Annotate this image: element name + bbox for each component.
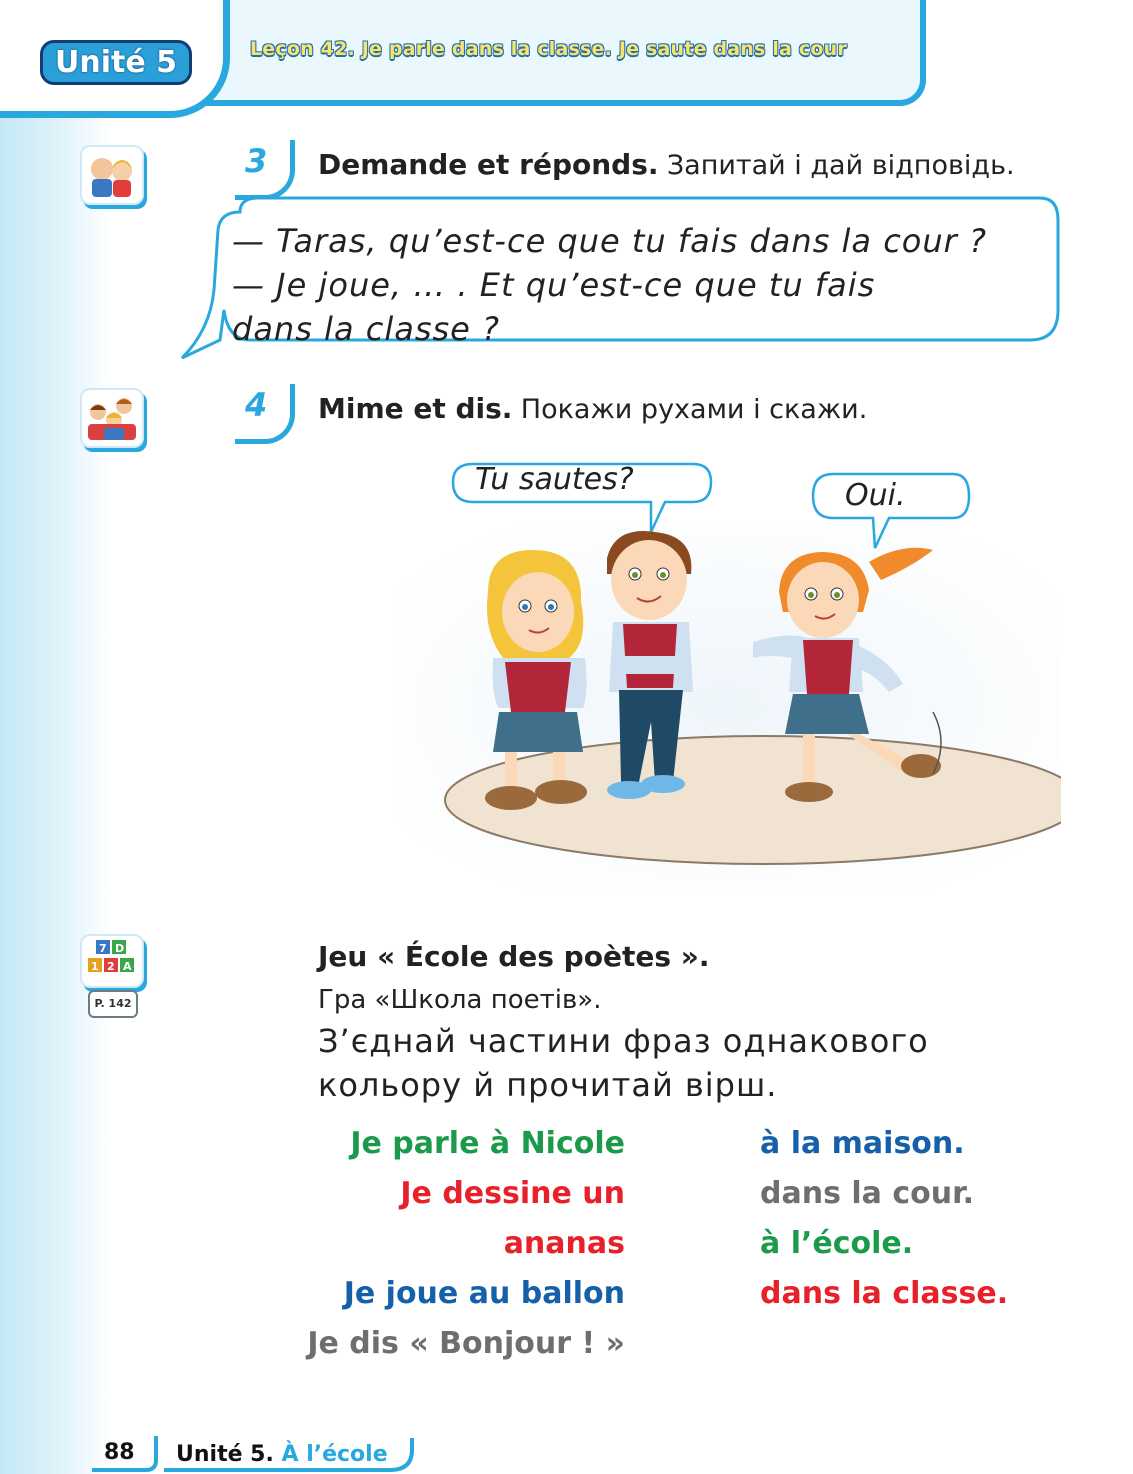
phrase-left: ananas	[503, 1226, 625, 1261]
phrase-left: Je parle à Nicole	[350, 1126, 625, 1161]
unit-label: Unité 5	[40, 40, 192, 85]
children-illustration	[393, 462, 1061, 890]
footer-unit-label: Unité 5.	[176, 1442, 274, 1467]
exercise-title	[318, 148, 1015, 182]
svg-text:D: D	[115, 942, 125, 955]
speech-bubble-answer: Oui.	[845, 478, 906, 513]
svg-text:1: 1	[91, 960, 99, 973]
page-number: 88	[104, 1440, 135, 1465]
exercise-title-fr: Demande et réponds.	[318, 148, 659, 181]
exercise-title-ua: Покажи рухами і скажи.	[520, 394, 868, 425]
dialogue-line: — Taras, qu’est-ce que tu fais dans la cour ?	[232, 222, 987, 260]
group-work-icon	[80, 388, 144, 448]
phrase-right: dans la cour.	[760, 1176, 975, 1211]
phrase-right: à la maison.	[760, 1126, 965, 1161]
exercise-number: 4	[245, 386, 268, 424]
speech-bubble-question: Tu sautes?	[475, 462, 634, 497]
page-reference: P. 142	[88, 990, 138, 1018]
exercise-number-badge	[235, 384, 295, 444]
phrase-left: Je dessine un	[400, 1176, 625, 1211]
left-page-strip	[0, 0, 110, 1474]
game-title: Jeu « École des poètes ».	[318, 940, 710, 973]
dialogue-line: dans la classe ?	[232, 310, 500, 348]
exercise-title	[318, 392, 867, 426]
svg-text:2: 2	[107, 960, 115, 973]
footer-unit	[176, 1442, 388, 1467]
phrase-left: Je joue au ballon	[343, 1276, 625, 1311]
footer-unit-title: À l’école	[281, 1442, 388, 1467]
game-instruction: кольору й прочитай вірш.	[318, 1066, 778, 1104]
pair-work-icon	[80, 145, 144, 205]
game-instruction: З’єднай частини фраз однакового	[318, 1022, 929, 1060]
game-subtitle: Гра «Школа поетів».	[318, 985, 602, 1015]
game-cubes-icon	[80, 934, 144, 988]
exercise-title-ua: Запитай і дай відповідь.	[666, 150, 1015, 181]
svg-text:A: A	[123, 960, 132, 973]
phrase-right: à l’école.	[760, 1226, 914, 1261]
phrase-left: Je dis « Bonjour ! »	[307, 1326, 625, 1361]
svg-text:7: 7	[99, 942, 107, 955]
phrase-right: dans la classe.	[760, 1276, 1009, 1311]
lesson-title: Leçon 42. Je parle dans la classe. Je saute dans la cour	[250, 38, 847, 60]
exercise-number: 3	[245, 142, 268, 180]
dialogue-line: — Je joue, … . Et qu’est-ce que tu fais	[232, 266, 876, 304]
exercise-title-fr: Mime et dis.	[318, 392, 513, 425]
